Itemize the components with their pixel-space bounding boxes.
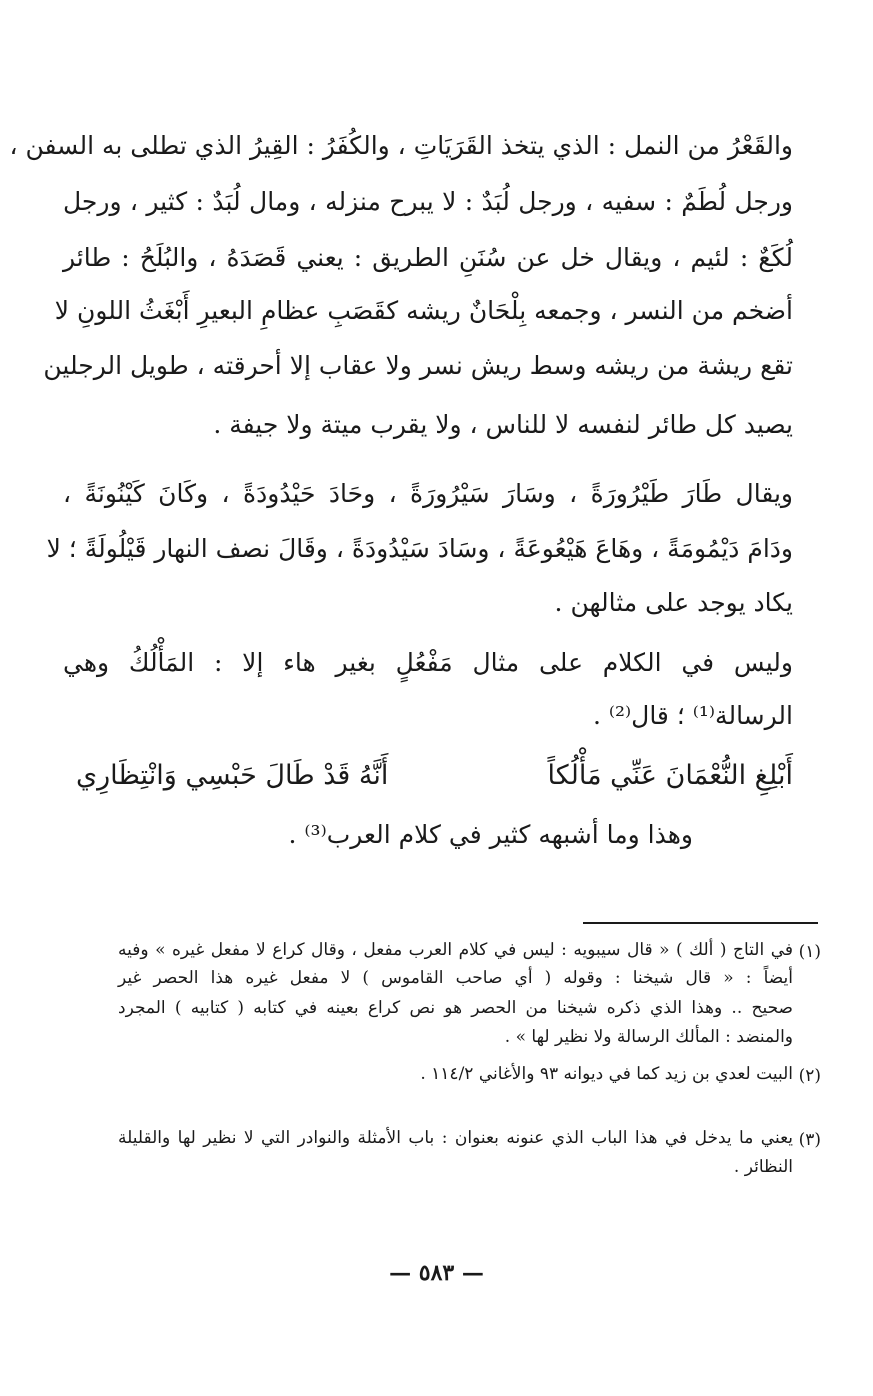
text-line: يصيد كل طائر لنفسه لا للناس ، ولا يقرب ميتة ولا جيفة . <box>213 410 793 439</box>
text-line: ودَامَ دَيْمُومَةً ، وهَاعَ هَيْعُوعَةً ، وسَادَ سَيْدُودَةً ، وقَالَ نصف النهار قَيْلُولَةً ؛ لا <box>46 534 793 563</box>
text-line: والقَعْرُ من النمل : الذي يتخذ القَرَيَاتِ ، والكُفَرُ : القِيرُ الذي تطلى به السفن ، <box>9 131 793 160</box>
footnote-number: (٢) <box>798 1066 821 1086</box>
footnote-line: والمنضد : المألك الرسالة ولا نظير لها » . <box>504 1027 793 1047</box>
page-number: — ٥٨٣ — <box>389 1260 484 1286</box>
footnote-line: في التاج ( ألك ) « قال سيبويه : ليس في كلام العرب مفعل ، وقال كراع لا مفعل غيره » وفيه <box>118 940 793 960</box>
text-line: ورجل لُطَمٌ : سفيه ، ورجل لُبَدٌ : لا يبرح منزله ، ومال لُبَدٌ : كثير ، ورجل <box>63 187 793 216</box>
text-line: لُكَعٌ : لئيم ، ويقال خل عن سُنَنِ الطريق : يعني قَصَدَهُ ، والبُلَحُ : طائر <box>63 243 793 272</box>
closing-sentence: وهذا وما أشبهه كثير في كلام العرب⁽³⁾ . <box>288 820 693 849</box>
text-line: وليس في الكلام على مثال مَفْعُلٍ بغير هاء إلا : المَأْلُكُ وهي <box>63 648 793 677</box>
verse-first-hemistich: أَبْلِغِ النُّعْمَانَ عَنِّي مَأْلُكاً <box>547 760 793 791</box>
footnote-line: أيضاً : « قال شيخنا : وقوله ( أي صاحب القاموس ) لا مفعل غيره هذا الحصر غير <box>118 968 793 988</box>
footnote-line: النظائر . <box>733 1157 793 1177</box>
footnote-number: (١) <box>798 942 821 962</box>
text-line: أضخم من النسر ، وجمعه بِلْحَانٌ ريشه كقَصَبِ عظامِ البعيرِ أَبْغَثُ اللونِ لا <box>54 296 793 325</box>
footnote-line: يعني ما يدخل في هذا الباب الذي عنونه بعنوان : باب الأمثلة والنوادر التي لا نظير لها والقليلة <box>118 1128 793 1148</box>
footnote-line: البيت لعدي بن زيد كما في ديوانه ٩٣ والأغاني ١١٤/٢ . <box>420 1064 793 1084</box>
footnote-line: صحيح .. وهذا الذي ذكره شيخنا من الحصر هو نص كراع بعينه في كتابه ( كتابيه ) المجرد <box>118 998 793 1018</box>
text-line: يكاد يوجد على مثالهن . <box>554 588 793 617</box>
text-line: تقع ريشة من ريشه وسط ريش نسر ولا عقاب إلا أحرقته ، طويل الرجلين <box>43 351 793 380</box>
text-line: الرسالة⁽¹⁾ ؛ قال⁽²⁾ . <box>592 701 793 730</box>
text-line: ويقال طَارَ طَيْرُورَةً ، وسَارَ سَيْرُورَةً ، وحَادَ حَيْدُودَةً ، وكَانَ كَيْنُونَةً ، <box>63 479 793 508</box>
verse-second-hemistich: أَنَّهُ قَدْ طَالَ حَبْسِي وَانْتِظَارِي <box>76 760 389 791</box>
footnote-separator <box>583 922 818 924</box>
footnote-number: (٣) <box>798 1130 821 1150</box>
